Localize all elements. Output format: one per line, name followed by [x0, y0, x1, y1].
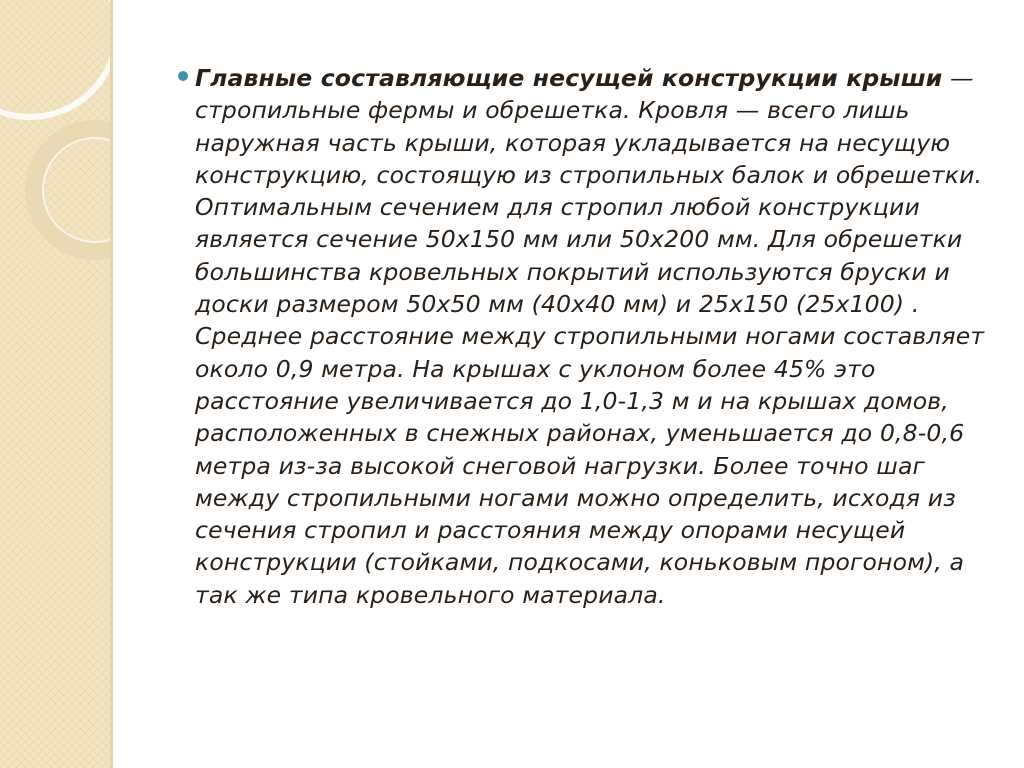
bullet-paragraph	[195, 62, 993, 611]
bullet-title: Главные составляющие несущей конструкции крыши	[195, 64, 943, 92]
bullet-body-text: — стропильные фермы и обрешетка. Кровля — всего лишь наружная часть крыши, которая укладывается на несущую конструкцию, состоящую из стропильных балок и обрешетки. Оптимальным сечением для стропил любой конструкции является сечение 50х150 мм или 50х200 мм. Для обрешетки большинства кровельных покрытий используются бруски и доски размером 50х50 мм (40х40 мм) и 25х150 (25х100) . Среднее расстояние между стропильными ногами составляет около 0,9 метра. На крышах с уклоном более 45% это расстояние увеличивается до 1,0-1,3 м и на крышах домов, расположенных в снежных районах, уменьшается до 0,8-0,6 метра из-за высокой снеговой нагрузки. Более точно шаг между стропильными ногами можно определить, исходя из сечения стропил и расстояния между опорами несущей конструкции (стойками, подкосами, коньковым прогоном), а так же типа кровельного материала.	[195, 64, 985, 609]
bullet-item	[178, 62, 993, 611]
slide-content	[178, 62, 993, 611]
bullet-dot-icon	[178, 71, 188, 81]
decorative-ring-top	[0, 0, 110, 120]
decorative-side-strip	[0, 0, 110, 768]
strip-divider	[110, 0, 113, 768]
